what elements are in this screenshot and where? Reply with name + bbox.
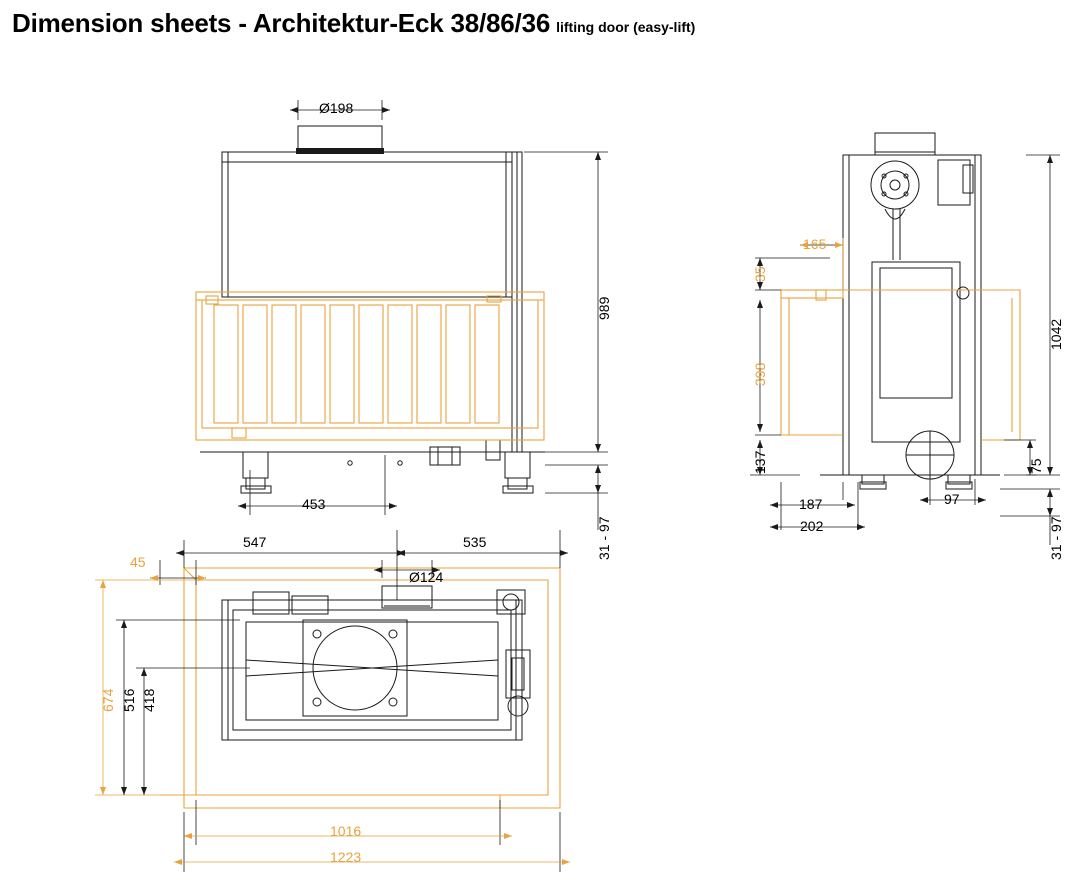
dim-front-base-width: 453 xyxy=(302,496,326,512)
dim-plan-width-inner: 1016 xyxy=(330,823,362,839)
plan-view-geometry xyxy=(222,586,530,740)
dim-side-upper-depth: 165 xyxy=(803,236,827,252)
dim-front-flue-diameter: Ø198 xyxy=(319,100,354,116)
dim-plan-left-offset: 45 xyxy=(130,554,146,570)
dim-plan-left-span: 547 xyxy=(243,534,267,550)
dim-plan-depth-inner: 418 xyxy=(141,688,157,712)
dim-side-depth-inner: 187 xyxy=(799,496,823,512)
dim-side-lower-height: 137 xyxy=(752,450,768,474)
side-view-geometry xyxy=(820,133,1000,489)
front-view-geometry xyxy=(200,126,545,493)
dim-side-top-offset: 35 xyxy=(752,266,768,282)
dim-front-total-height: 989 xyxy=(596,296,612,320)
dim-side-mid-height: 398 xyxy=(752,362,768,386)
dim-plan-width-outer: 1223 xyxy=(330,849,362,865)
dim-plan-right-span: 535 xyxy=(463,534,487,550)
dim-side-foot-height: 75 xyxy=(1028,458,1044,474)
page-title-sub: lifting door (easy-lift) xyxy=(556,19,696,35)
dim-plan-depth-outer: 674 xyxy=(100,688,116,712)
front-dimension-lines xyxy=(238,100,608,530)
dim-plan-depth-mid: 516 xyxy=(121,688,137,712)
dim-side-depth-outer: 202 xyxy=(800,518,824,534)
dim-plan-flue-diameter: Ø124 xyxy=(409,569,444,585)
plan-dimension-lines xyxy=(95,530,570,872)
dim-side-foot-range: 31 - 97 xyxy=(1048,516,1064,560)
plan-view-cladding xyxy=(160,568,560,808)
dim-side-rear-offset: 97 xyxy=(944,491,960,507)
side-view-cladding xyxy=(781,290,1020,440)
page-title-main: Dimension sheets - Architektur-Eck 38/86/36 xyxy=(12,8,551,38)
front-view-cladding xyxy=(196,292,544,440)
dim-front-foot-range: 31 - 97 xyxy=(596,516,612,560)
dim-side-total-height: 1042 xyxy=(1048,318,1064,350)
side-dimension-lines xyxy=(750,155,1060,545)
